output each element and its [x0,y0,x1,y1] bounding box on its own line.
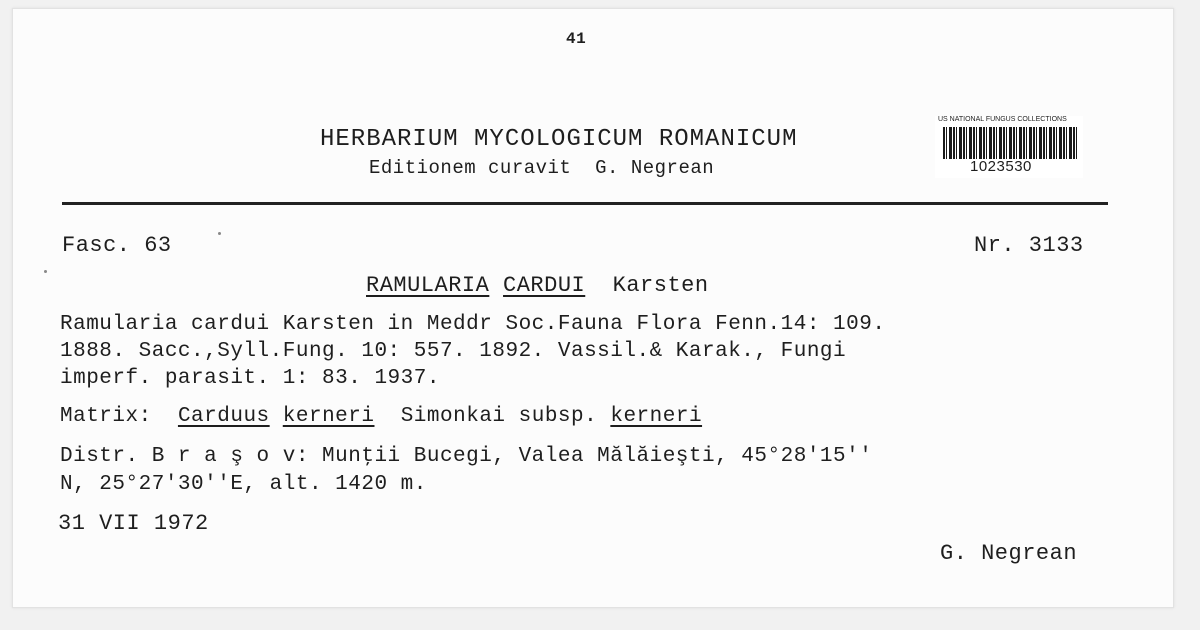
paper-speck [44,270,47,273]
barcode-caption: US NATIONAL FUNGUS COLLECTIONS [938,116,1067,123]
barcode-sticker [935,116,1083,178]
herbarium-title: HERBARIUM MYCOLOGICUM ROMANICUM [320,126,798,153]
herbarium-subtitle: Editionem curavit G. Negrean [369,157,715,179]
citation-line: Ramularia cardui Karsten in Meddr Soc.Fauna Flora Fenn.14: 109. [60,313,886,336]
collector-name: G. Negrean [940,541,1078,566]
citation-line: 1888. Sacc.,Syll.Fung. 10: 557. 1892. Vassil.& Karak., Fungi [60,340,847,363]
matrix-author-rank: Simonkai subsp. [400,405,598,428]
matrix-label: Matrix: [60,405,152,428]
species-epithet: CARDUI [503,273,586,298]
distribution-line: N, 25°27'30''E, alt. 1420 m. [60,473,427,496]
barcode-bars [943,127,1077,159]
species-genus: RAMULARIA [366,273,490,298]
matrix-infraspecific: kerneri [610,405,703,428]
fascicle-number: Fasc. 63 [62,233,172,258]
top-mark: 41 [566,30,587,48]
matrix-epithet: kerneri [282,405,375,428]
exsiccata-number: Nr. 3133 [974,233,1084,258]
matrix-line [60,405,702,428]
matrix-genus: Carduus [177,405,270,428]
paper-speck [218,232,221,235]
barcode-number: 1023530 [970,158,1032,175]
collection-date: 31 VII 1972 [58,511,209,536]
citation-line: imperf. parasit. 1: 83. 1937. [60,367,440,390]
distribution-line: Distr. B r a ş o v: Munţii Bucegi, Valea Mălăieşti, 45°28'15'' [60,445,873,468]
species-heading [366,273,709,298]
species-author: Karsten [612,273,709,298]
header-divider [62,202,1108,205]
